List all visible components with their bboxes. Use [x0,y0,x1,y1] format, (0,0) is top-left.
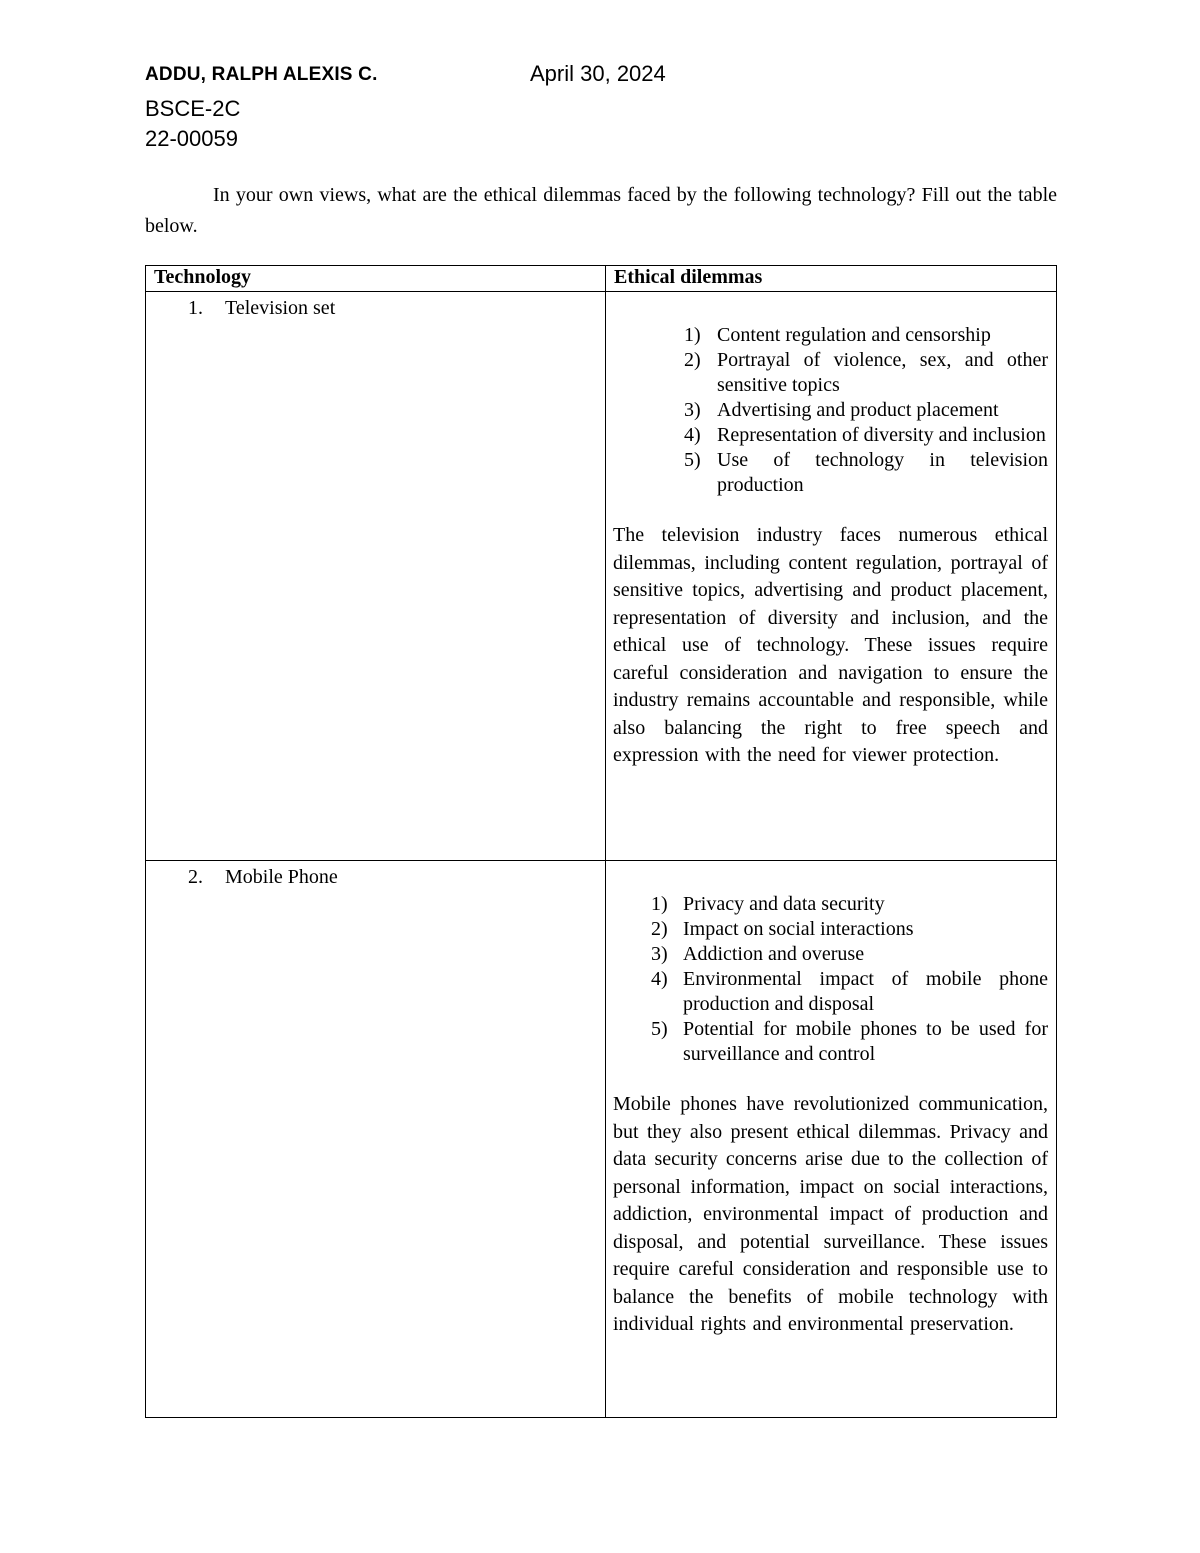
technology-number: 1. [188,297,203,319]
intro-paragraph: In your own views, what are the ethical dilemmas faced by the following technology? Fill out the table below. [145,184,1057,237]
dilemmas-cell-mobile-phone [606,861,1057,1418]
dilemma-item [613,942,1048,967]
student-section: BSCE-2C [145,96,241,121]
dilemma-item-number: 2) [651,918,668,940]
dilemma-item-number: 3) [651,943,668,965]
dilemma-item [613,323,1048,348]
dilemma-item-number: 1) [651,893,668,915]
document-date: April 30, 2024 [530,61,666,86]
technology-name: Mobile Phone [225,866,338,888]
technology-cell-mobile-phone [146,861,606,1418]
dilemma-list [613,892,1048,1067]
dilemma-item [613,348,1048,398]
dilemma-item-text: Representation of diversity and inclusion [717,424,1046,446]
dilemma-item-number: 4) [684,424,701,446]
table-header-row [146,266,1057,292]
dilemma-item [613,917,1048,942]
dilemma-item [613,398,1048,423]
dilemma-item [613,967,1048,1017]
dilemma-list [613,323,1048,498]
document-header [145,61,1057,154]
dilemma-item-text: Impact on social interactions [683,918,914,940]
summary-paragraph-mobile-phone: Mobile phones have revolutionized communication, but they also present ethical dilemmas. Privacy and data security concerns arise due to the collection of personal information, impact on social interactions, addiction, environmental impact of production and disposal, and potential surveillance. These issues require careful consideration and responsible use to balance the benefits of mobile technology with individual rights and environmental preservation. [613,1093,1048,1335]
dilemma-item [613,423,1048,448]
dilemma-item-text: Advertising and product placement [717,399,999,421]
dilemma-item-text: Privacy and data security [683,893,885,915]
dilemma-item-text: Use of technology in television production [717,449,1048,496]
student-name: ADDU, RALPH ALEXIS C. [145,64,378,85]
dilemma-item [613,1017,1048,1067]
dilemma-item-number: 3) [684,399,701,421]
dilemma-item-text: Content regulation and censorship [717,324,991,346]
dilemma-item-number: 2) [684,349,701,371]
dilemma-item-text: Portrayal of violence, sex, and other sensitive topics [717,349,1048,396]
technology-name: Television set [225,297,336,319]
column-header-technology: Technology [146,266,606,292]
dilemma-item-number: 5) [651,1018,668,1040]
ethical-dilemmas-table [145,265,1057,1418]
table-row-mobile-phone [146,861,1057,1418]
column-header-ethical-dilemmas: Ethical dilemmas [606,266,1057,292]
technology-number: 2. [188,866,203,888]
technology-cell-television [146,292,606,861]
summary-paragraph-television: The television industry faces numerous ethical dilemmas, including content regulation, portrayal of sensitive topics, advertising and product placement, representation of diversity and inclusion, and the ethical use of technology. These issues require careful consideration and navigation to ensure the industry remains accountable and responsible, while also balancing the right to free speech and expression with the need for viewer protection. [613,524,1048,766]
dilemma-item-number: 5) [684,449,701,471]
student-id: 22-00059 [145,126,238,151]
dilemma-item-text: Environmental impact of mobile phone production and disposal [683,968,1048,1015]
table-row-television [146,292,1057,861]
dilemmas-cell-television [606,292,1057,861]
dilemma-item [613,448,1048,498]
dilemma-item-number: 1) [684,324,701,346]
dilemma-item-number: 4) [651,968,668,990]
dilemma-item-text: Potential for mobile phones to be used for surveillance and control [683,1018,1048,1065]
dilemma-item-text: Addiction and overuse [683,943,865,965]
header-line-1 [145,61,1057,94]
dilemma-item [613,892,1048,917]
